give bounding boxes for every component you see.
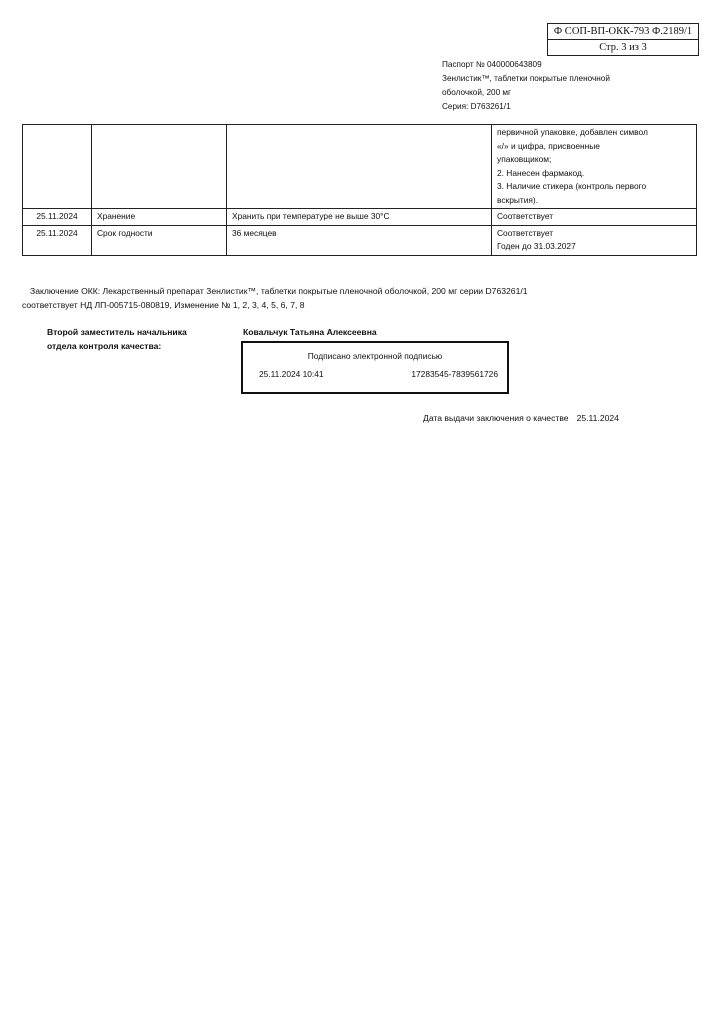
table-row (23, 209, 697, 226)
issue-date-line (423, 413, 619, 423)
result-line: вскрытия). (497, 194, 539, 205)
page-number: Стр. 3 из 3 (548, 39, 698, 55)
form-code-box (547, 23, 699, 56)
result-line: упаковщиком; (497, 154, 552, 164)
electronic-signature-stamp (241, 341, 509, 394)
signature-datetime: 25.11.2024 10:41 (259, 369, 324, 379)
cell-result (492, 209, 697, 226)
result-line: 2. Нанесен фармакод. (497, 167, 585, 178)
result-line: Годен до 31.03.2027 (497, 241, 576, 251)
test-results-table (22, 124, 697, 256)
cell-date (23, 125, 92, 209)
product-line-1: Зенлистик™, таблетки покрытые пленочной (442, 74, 610, 83)
conclusion (22, 284, 662, 312)
position-line-2: отдела контроля качества: (47, 341, 162, 351)
cell-result (492, 225, 697, 255)
form-code: Ф СОП-ВП-ОКК-793 Ф.2189/1 (553, 26, 693, 37)
signature-code: 17283545-7839561726 (411, 369, 498, 379)
passport-info (442, 58, 610, 114)
result-line: Соответствует (497, 227, 554, 238)
cell-name: Срок годности (92, 225, 227, 255)
cell-name: Хранение (92, 209, 227, 226)
signer-position (47, 325, 187, 353)
result-line: «/» и цифра, присвоенные (497, 140, 600, 151)
result-line: Соответствует (497, 211, 554, 221)
cell-name (92, 125, 227, 209)
series: Серия: D763261/1 (442, 102, 511, 111)
cell-date: 25.11.2024 (23, 225, 92, 255)
issue-date-value: 25.11.2024 (576, 413, 619, 423)
result-line: первичной упаковке, добавлен символ (497, 127, 648, 137)
table-row (23, 125, 697, 209)
conclusion-line-2: соответствует НД ЛП-005715-080819, Изменение № 1, 2, 3, 4, 5, 6, 7, 8 (22, 300, 305, 310)
cell-result (492, 125, 697, 209)
cell-requirement (227, 125, 492, 209)
signature-title: Подписано электронной подписью (307, 351, 443, 361)
issue-date-label: Дата выдачи заключения о качестве (423, 413, 569, 423)
result-line: 3. Наличие стикера (контроль первого (497, 181, 647, 191)
product-line-2: оболочкой, 200 мг (442, 88, 512, 97)
cell-requirement: Хранить при температуре не выше 30°С (227, 209, 492, 226)
passport-number: Паспорт № 040000643809 (442, 60, 542, 69)
cell-requirement: 36 месяцев (227, 225, 492, 255)
signer-name: Ковальчук Татьяна Алексеевна (243, 327, 377, 337)
table-row (23, 225, 697, 255)
cell-date: 25.11.2024 (23, 209, 92, 226)
position-line-1: Второй заместитель начальника (47, 327, 187, 337)
conclusion-line-1: Заключение ОКК: Лекарственный препарат Зенлистик™, таблетки покрытые пленочной оболочкой, 200 мг серии D763261/1 (30, 286, 528, 296)
